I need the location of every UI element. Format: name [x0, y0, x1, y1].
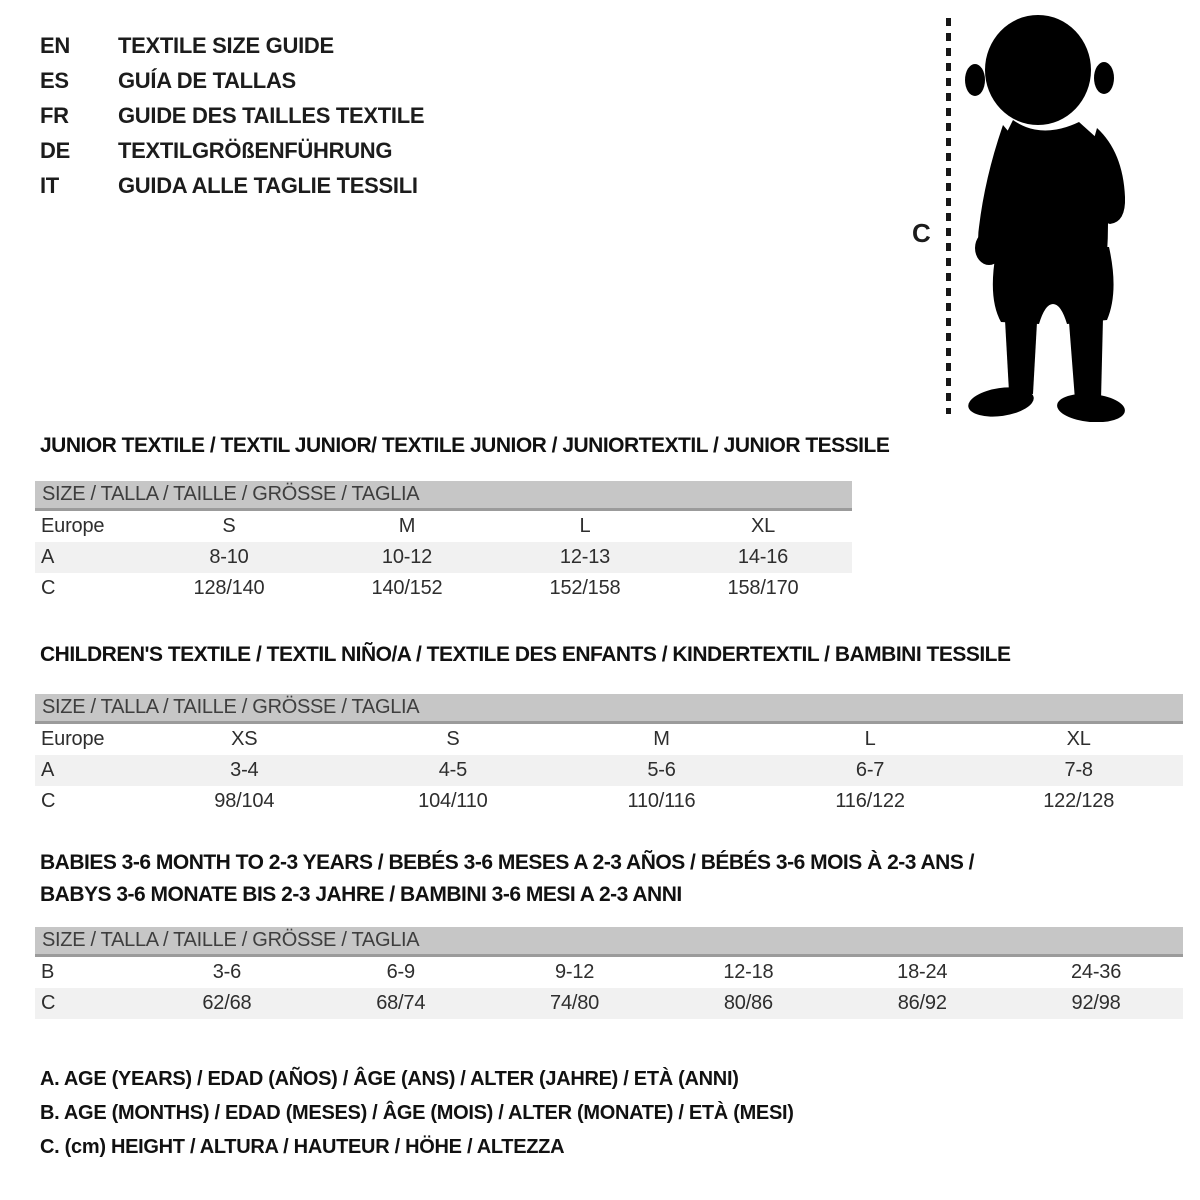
- lang-code: DE: [40, 138, 70, 163]
- lang-code: ES: [40, 68, 69, 93]
- lang-title: GUIDA ALLE TAGLIE TESSILI: [118, 173, 418, 198]
- size-header-bar: SIZE / TALLA / TAILLE / GRÖSSE / TAGLIA: [35, 694, 1183, 724]
- row-label: Europe: [41, 728, 105, 750]
- size-cell: 122/128: [1043, 790, 1115, 812]
- children-section-title: CHILDREN'S TEXTILE / TEXTIL NIÑO/A / TEXTILE DES ENFANTS / KINDERTEXTIL / BAMBINI TESSILE: [40, 643, 1011, 666]
- size-header-bar: SIZE / TALLA / TAILLE / GRÖSSE / TAGLIA: [35, 927, 1183, 957]
- size-cell: 110/116: [627, 790, 696, 812]
- lang-row-es: [40, 63, 424, 98]
- size-cell: 9-12: [554, 961, 595, 983]
- size-cell: 8-10: [209, 546, 249, 568]
- lang-row-de: [40, 133, 424, 168]
- children-size-table: [35, 694, 1183, 817]
- size-cell: 98/104: [214, 790, 275, 812]
- legend-age-years: A. AGE (YEARS) / EDAD (AÑOS) / ÂGE (ANS) / ALTER (JAHRE) / ETÀ (ANNI): [40, 1068, 739, 1090]
- language-title-block: [40, 28, 424, 203]
- lang-code: EN: [40, 33, 70, 58]
- size-cell: 6-9: [386, 961, 415, 983]
- size-cell: L: [864, 728, 876, 750]
- size-cell: 128/140: [193, 577, 265, 599]
- row-label: C: [41, 790, 56, 812]
- size-cell: 116/122: [835, 790, 905, 812]
- size-cell: 3-4: [230, 759, 259, 781]
- table-row-europe: [35, 511, 852, 542]
- lang-code: FR: [40, 103, 69, 128]
- size-cell: 10-12: [381, 546, 433, 568]
- size-cell: L: [579, 515, 591, 537]
- height-measure-label: C: [912, 218, 931, 248]
- size-cell: 140/152: [371, 577, 443, 599]
- size-cell: XL: [750, 515, 776, 537]
- junior-section-title: JUNIOR TEXTILE / TEXTIL JUNIOR/ TEXTILE JUNIOR / JUNIORTEXTIL / JUNIOR TESSILE: [40, 434, 890, 457]
- size-cell: S: [446, 728, 460, 750]
- size-cell: 80/86: [723, 992, 773, 1014]
- size-header-bar: SIZE / TALLA / TAILLE / GRÖSSE / TAGLIA: [35, 481, 852, 511]
- row-label: C: [41, 992, 56, 1014]
- legend-age-months: B. AGE (MONTHS) / EDAD (MESES) / ÂGE (MOIS) / ALTER (MONATE) / ETÀ (MESI): [40, 1102, 794, 1124]
- row-label: B: [41, 961, 55, 983]
- babies-size-table: [35, 927, 1183, 1019]
- lang-title: GUIDE DES TAILLES TEXTILE: [118, 103, 425, 128]
- size-cell: 62/68: [202, 992, 252, 1014]
- lang-row-en: [40, 28, 424, 63]
- size-cell: M: [398, 515, 416, 537]
- lang-code: IT: [40, 173, 59, 198]
- lang-title: GUÍA DE TALLAS: [118, 68, 296, 93]
- size-cell: XS: [231, 728, 258, 750]
- size-cell: 68/74: [376, 992, 426, 1014]
- row-label: C: [41, 577, 56, 599]
- size-cell: 12-18: [723, 961, 774, 983]
- size-cell: 14-16: [737, 546, 789, 568]
- size-cell: M: [653, 728, 670, 750]
- table-row-europe: [35, 724, 1183, 755]
- lang-row-fr: [40, 98, 424, 133]
- size-cell: 86/92: [897, 992, 947, 1014]
- size-cell: S: [222, 515, 236, 537]
- size-cell: 152/158: [549, 577, 621, 599]
- lang-title: TEXTILGRÖßENFÜHRUNG: [118, 138, 393, 163]
- size-cell: 6-7: [855, 759, 885, 781]
- size-cell: 104/110: [418, 790, 488, 812]
- row-label: A: [41, 759, 55, 781]
- lang-row-it: [40, 168, 424, 203]
- lang-title: TEXTILE SIZE GUIDE: [118, 33, 334, 58]
- babies-section-title-line1: BABIES 3-6 MONTH TO 2-3 YEARS / BEBÉS 3-6 MESES A 2-3 AÑOS / BÉBÉS 3-6 MOIS À 2-3 ANS /: [40, 851, 975, 874]
- table-row-a: [35, 542, 852, 573]
- toddler-silhouette-icon: [960, 12, 1142, 422]
- row-label: Europe: [41, 515, 105, 537]
- size-cell: 5-6: [647, 759, 676, 781]
- size-cell: 24-36: [1070, 961, 1122, 983]
- size-cell: XL: [1066, 728, 1091, 750]
- legend-height-cm: C. (cm) HEIGHT / ALTURA / HAUTEUR / HÖHE / ALTEZZA: [40, 1136, 565, 1158]
- table-row-a: [35, 755, 1183, 786]
- size-cell: 4-5: [438, 759, 468, 781]
- size-cell: 7-8: [1064, 759, 1093, 781]
- babies-section-title-line2: BABYS 3-6 MONATE BIS 2-3 JAHRE / BAMBINI 3-6 MESI A 2-3 ANNI: [40, 883, 682, 906]
- table-row-b: [35, 957, 1183, 988]
- junior-size-table: [35, 481, 852, 604]
- size-cell: 3-6: [212, 961, 242, 983]
- table-row-c: [35, 988, 1183, 1019]
- row-label: A: [41, 546, 55, 568]
- size-cell: 158/170: [727, 577, 799, 599]
- size-cell: 74/80: [550, 992, 600, 1014]
- size-cell: 18-24: [897, 961, 948, 983]
- size-cell: 12-13: [559, 546, 611, 568]
- table-row-c: [35, 786, 1183, 817]
- table-row-c: [35, 573, 852, 604]
- height-measure-dashed-line: [946, 18, 951, 414]
- size-cell: 92/98: [1071, 992, 1121, 1014]
